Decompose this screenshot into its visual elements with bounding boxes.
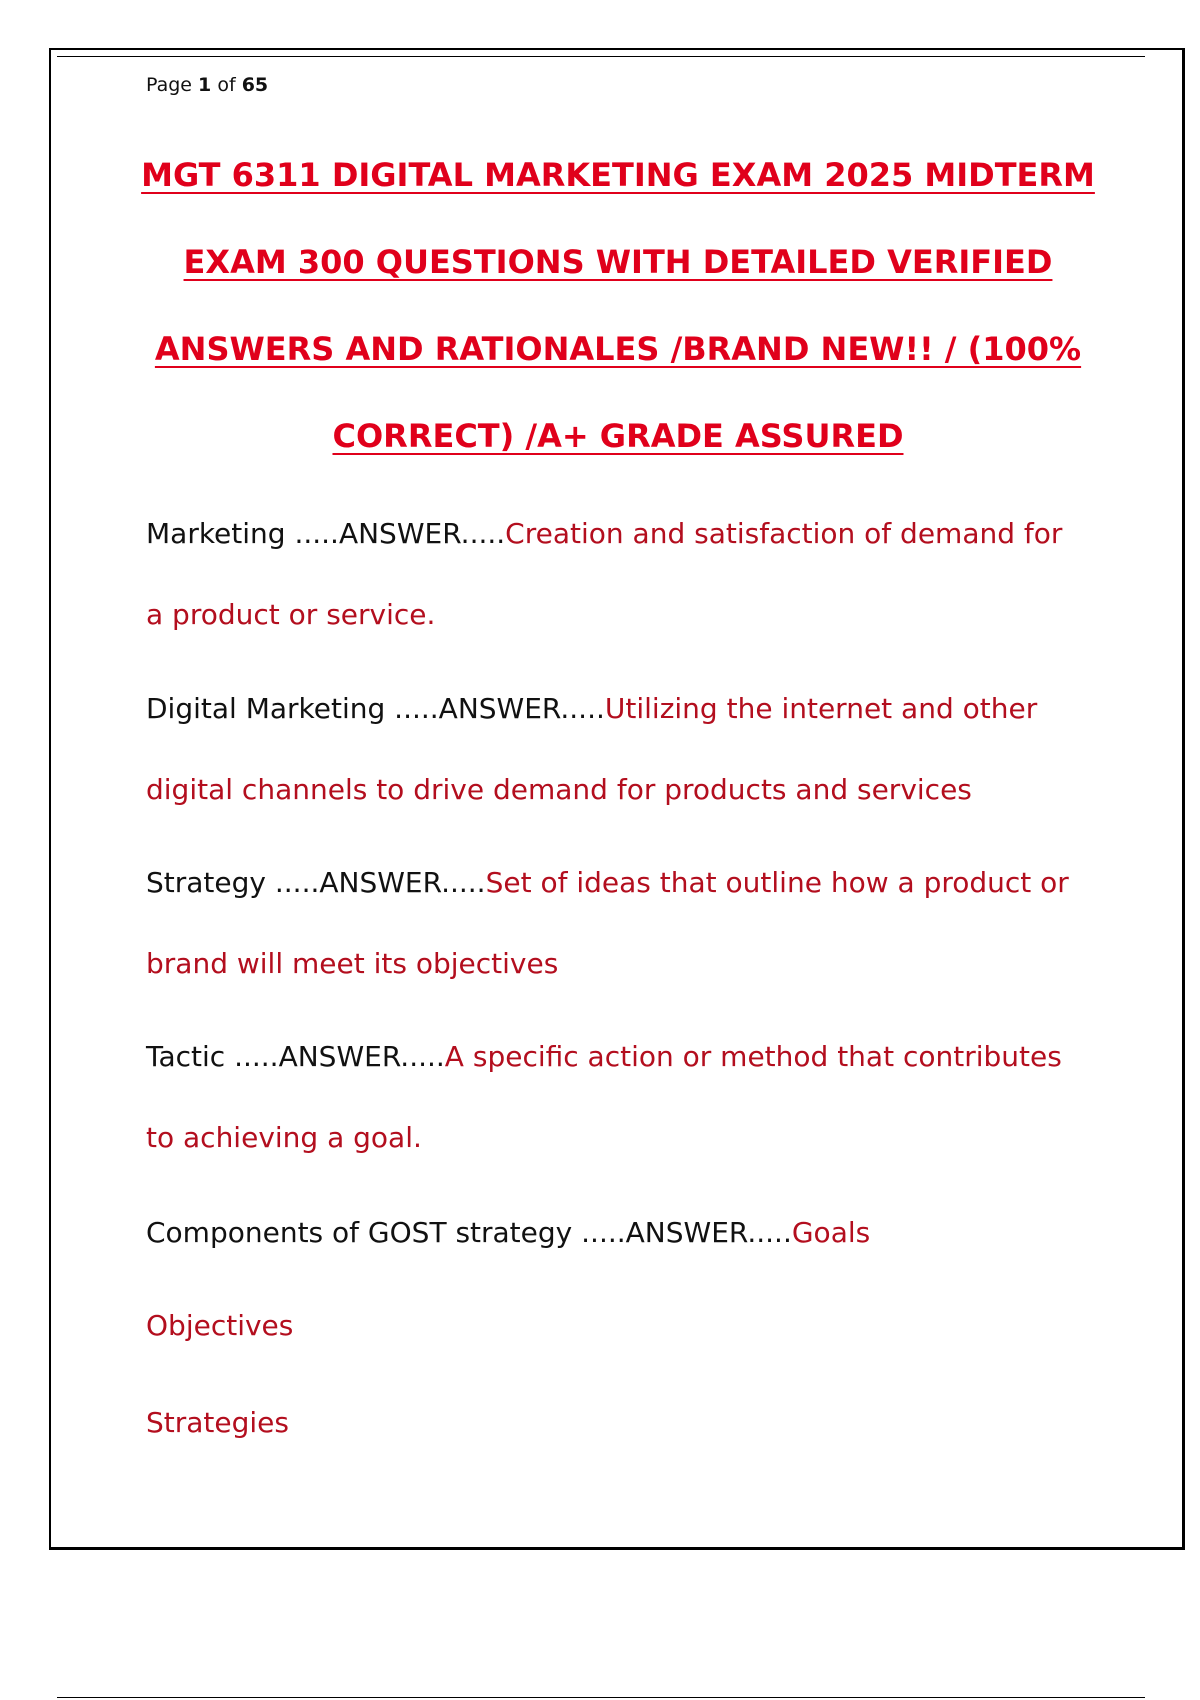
answer-separator: .....ANSWER..... — [234, 1040, 445, 1073]
qa-entry-strategy — [146, 842, 1086, 1004]
entry-answer: A specific action or method that contributes to achieving a goal. — [146, 1040, 1062, 1154]
document-title: MGT 6311 DIGITAL MARKETING EXAM 2025 MIDTERM EXAM 300 QUESTIONS WITH DETAILED VERIFIED ANSWERS AND RATIONALES /BRAND NEW!! / (100% CORRECT) /A+ GRADE ASSURED — [141, 156, 1095, 455]
qa-entry-gost-components — [146, 1192, 1086, 1273]
page-number — [146, 74, 268, 96]
page-of: of — [217, 74, 236, 96]
entry-answer: Utilizing the internet and other digital channels to drive demand for products and services — [146, 692, 1038, 806]
entry-term: Tactic — [146, 1040, 235, 1073]
top-rule — [57, 56, 1145, 57]
qa-entry-digital-marketing — [146, 668, 1086, 830]
page-label: Page — [146, 74, 192, 96]
entry-answer: Goals — [791, 1216, 871, 1249]
entry-term: Strategy — [146, 866, 275, 899]
bottom-rule — [57, 1697, 1145, 1698]
qa-entry-tactic — [146, 1016, 1086, 1178]
page-current: 1 — [198, 74, 212, 96]
entry-term: Components of GOST strategy — [146, 1216, 582, 1249]
page-total: 65 — [241, 74, 269, 96]
answer-separator: .....ANSWER..... — [294, 517, 506, 550]
entry-term: Marketing — [146, 517, 295, 550]
gost-strategies: Strategies — [146, 1406, 289, 1439]
entry-answer: Set of ideas that outline how a product or brand will meet its objectives — [146, 866, 1069, 980]
answer-separator: .....ANSWER..... — [274, 866, 486, 899]
answer-separator: .....ANSWER..... — [394, 692, 605, 725]
gost-objectives: Objectives — [146, 1309, 294, 1342]
answer-separator: .....ANSWER..... — [581, 1216, 792, 1249]
entry-answer: Creation and satisfaction of demand for a product or service. — [146, 517, 1063, 631]
entry-term: Digital Marketing — [146, 692, 395, 725]
qa-entry-marketing — [146, 493, 1086, 655]
